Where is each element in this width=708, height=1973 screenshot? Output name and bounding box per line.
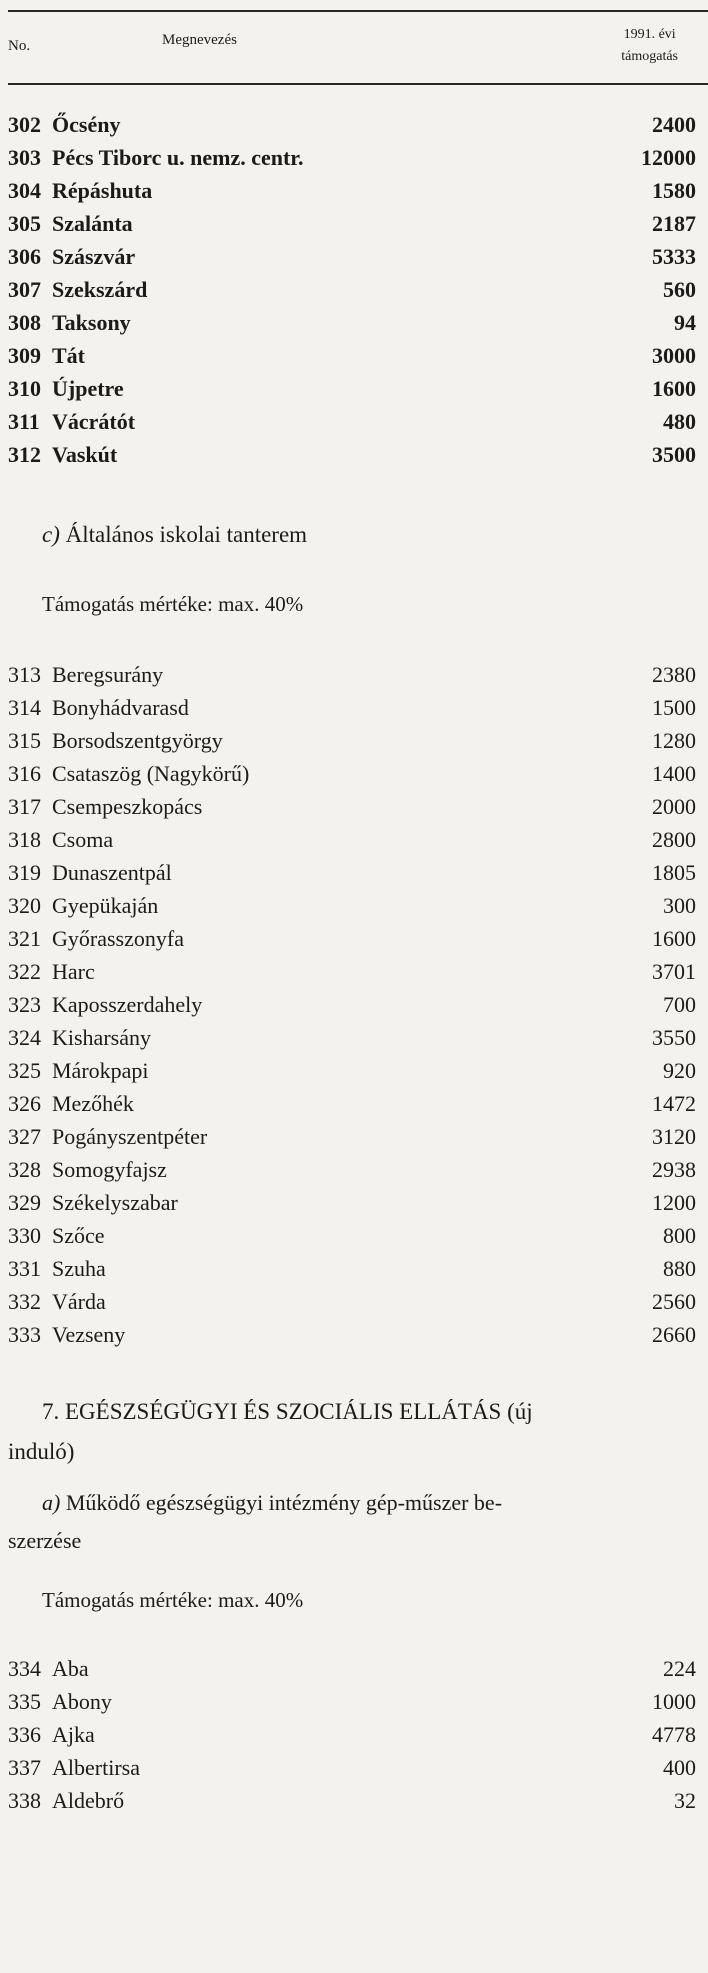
row-number: 337 (8, 1755, 41, 1780)
row-name: Dunaszentpál (52, 860, 172, 885)
row-value: 1805 (652, 860, 696, 885)
row-name: Újpetre (52, 376, 124, 401)
row-number: 313 (8, 662, 41, 687)
row-number: 315 (8, 728, 41, 753)
row-value: 2380 (652, 662, 696, 687)
header-support (621, 24, 678, 68)
row-name: Győrasszonyfa (52, 926, 184, 951)
header-support-line2: támogatás (621, 49, 678, 64)
row-number: 332 (8, 1289, 41, 1314)
row-name: Szekszárd (52, 277, 148, 302)
row-value: 2938 (652, 1157, 696, 1182)
table-row (8, 1285, 696, 1318)
header-rule (8, 83, 708, 85)
row-value: 1200 (652, 1190, 696, 1215)
row-name: Aba (52, 1656, 89, 1681)
table-row (8, 240, 696, 273)
header-support-line1: 1991. évi (623, 27, 676, 42)
table-row (8, 207, 696, 240)
row-name: Beregsurány (52, 662, 164, 687)
table-group-1 (8, 108, 696, 471)
row-number: 306 (8, 244, 41, 269)
table-row (8, 658, 696, 691)
row-number: 302 (8, 112, 41, 137)
table-row (8, 174, 696, 207)
table-row (8, 724, 696, 757)
row-number: 317 (8, 794, 41, 819)
row-name: Székelyszabar (52, 1190, 178, 1215)
row-number: 319 (8, 860, 41, 885)
row-number: 326 (8, 1091, 41, 1116)
row-name: Szuha (52, 1256, 106, 1281)
row-value: 400 (663, 1755, 696, 1780)
row-value: 1000 (652, 1689, 696, 1714)
table-row (8, 1318, 696, 1351)
row-name: Répáshuta (52, 178, 153, 203)
row-value: 2000 (652, 794, 696, 819)
row-number: 335 (8, 1689, 41, 1714)
row-value: 700 (663, 992, 696, 1017)
table-row (8, 889, 696, 922)
table-row (8, 1718, 696, 1751)
row-number: 314 (8, 695, 41, 720)
table-row (8, 691, 696, 724)
row-value: 2560 (652, 1289, 696, 1314)
row-number: 311 (8, 409, 40, 434)
row-number: 308 (8, 310, 41, 335)
row-value: 3120 (652, 1124, 696, 1149)
row-value: 3500 (652, 442, 696, 467)
table-row (8, 757, 696, 790)
row-value: 2400 (652, 112, 696, 137)
support-rate-c: Támogatás mértéke: max. 40% (42, 592, 304, 616)
row-name: Albertirsa (52, 1755, 140, 1780)
row-number: 327 (8, 1124, 41, 1149)
row-value: 12000 (641, 145, 696, 170)
row-value: 3701 (652, 959, 696, 984)
row-name: Pécs Tiborc u. nemz. centr. (52, 145, 304, 170)
table-row (8, 273, 696, 306)
row-value: 1600 (652, 376, 696, 401)
row-number: 334 (8, 1656, 41, 1681)
row-value: 1472 (652, 1091, 696, 1116)
section-c-marker: c) (42, 522, 60, 547)
table-row (8, 438, 696, 471)
row-value: 480 (663, 409, 696, 434)
row-name: Abony (52, 1689, 112, 1714)
row-name: Szőce (52, 1223, 105, 1248)
chapter-7-heading (8, 1392, 696, 1472)
row-value: 2800 (652, 827, 696, 852)
row-value: 3550 (652, 1025, 696, 1050)
row-number: 304 (8, 178, 41, 203)
row-name: Gyepükaján (52, 893, 159, 918)
table-row (8, 1751, 696, 1784)
table-row (8, 306, 696, 339)
table-row (8, 1652, 696, 1685)
table-row (8, 405, 696, 438)
row-number: 323 (8, 992, 41, 1017)
row-number: 325 (8, 1058, 41, 1083)
row-value: 800 (663, 1223, 696, 1248)
row-name: Szalánta (52, 211, 133, 236)
row-number: 320 (8, 893, 41, 918)
row-name: Csataszög (Nagykörű) (52, 761, 250, 786)
row-number: 322 (8, 959, 41, 984)
row-value: 1400 (652, 761, 696, 786)
row-number: 305 (8, 211, 41, 236)
row-value: 3000 (652, 343, 696, 368)
row-value: 94 (674, 310, 696, 335)
table-row (8, 1153, 696, 1186)
table-row (8, 790, 696, 823)
row-name: Kaposszerdahely (52, 992, 203, 1017)
table-row (8, 1784, 696, 1817)
row-name: Tát (52, 343, 85, 368)
section-c-title: Általános iskolai tanterem (65, 522, 308, 547)
table-row (8, 339, 696, 372)
row-number: 307 (8, 277, 41, 302)
row-number: 330 (8, 1223, 41, 1248)
row-value: 32 (674, 1788, 696, 1813)
row-value: 1600 (652, 926, 696, 951)
table-row (8, 372, 696, 405)
row-number: 331 (8, 1256, 41, 1281)
row-name: Harc (52, 959, 95, 984)
table-row (8, 141, 696, 174)
row-value: 1500 (652, 695, 696, 720)
section-a-line2: szerzése (8, 1528, 82, 1553)
table-row (8, 1219, 696, 1252)
table-row (8, 856, 696, 889)
table-row (8, 1021, 696, 1054)
row-number: 310 (8, 376, 41, 401)
table-row (8, 955, 696, 988)
row-value: 2660 (652, 1322, 696, 1347)
table-row (8, 1186, 696, 1219)
row-number: 336 (8, 1722, 41, 1747)
row-name: Szászvár (52, 244, 136, 269)
row-value: 4778 (652, 1722, 696, 1747)
row-name: Csoma (52, 827, 114, 852)
row-name: Csempeszkopács (52, 794, 203, 819)
row-name: Somogyfajsz (52, 1157, 167, 1182)
row-value: 1280 (652, 728, 696, 753)
row-number: 312 (8, 442, 41, 467)
section-a-line1: Működő egészségügyi intézmény gép-műszer be- (65, 1490, 503, 1515)
section-a-heading (8, 1484, 696, 1560)
row-name: Pogányszentpéter (52, 1124, 208, 1149)
row-number: 318 (8, 827, 41, 852)
row-number: 309 (8, 343, 41, 368)
table-row (8, 108, 696, 141)
section-c-heading (42, 522, 307, 548)
chapter-7-line2: induló) (8, 1439, 75, 1464)
support-rate-a: Támogatás mértéke: max. 40% (42, 1588, 304, 1612)
row-number: 328 (8, 1157, 41, 1182)
section-a-marker: a) (42, 1490, 61, 1515)
table-group-2 (8, 658, 696, 1351)
chapter-7-line1: 7. EGÉSZSÉGÜGYI ÉS SZOCIÁLIS ELLÁTÁS (új (42, 1399, 533, 1424)
row-value: 920 (663, 1058, 696, 1083)
table-row (8, 1685, 696, 1718)
top-rule (8, 10, 708, 12)
row-name: Bonyhádvarasd (52, 695, 189, 720)
row-number: 329 (8, 1190, 41, 1215)
row-number: 338 (8, 1788, 41, 1813)
header-no: No. (8, 38, 31, 54)
row-name: Ajka (52, 1722, 95, 1747)
table-row (8, 1252, 696, 1285)
row-value: 224 (663, 1656, 696, 1681)
table-row (8, 988, 696, 1021)
table-row (8, 823, 696, 856)
row-name: Vácrátót (52, 409, 136, 434)
header-name: Megnevezés (162, 32, 237, 48)
table-row (8, 922, 696, 955)
row-name: Aldebrő (52, 1788, 125, 1813)
row-number: 303 (8, 145, 41, 170)
table-row (8, 1087, 696, 1120)
row-name: Vezseny (52, 1322, 126, 1347)
table-group-3 (8, 1652, 696, 1817)
row-value: 560 (663, 277, 696, 302)
row-name: Vaskút (52, 442, 118, 467)
row-value: 5333 (652, 244, 696, 269)
table-row (8, 1120, 696, 1153)
row-number: 321 (8, 926, 41, 951)
row-name: Márokpapi (52, 1058, 149, 1083)
table-row (8, 1054, 696, 1087)
row-name: Borsodszentgyörgy (52, 728, 223, 753)
row-value: 1580 (652, 178, 696, 203)
row-number: 316 (8, 761, 41, 786)
row-number: 324 (8, 1025, 41, 1050)
row-number: 333 (8, 1322, 41, 1347)
row-name: Őcsény (52, 112, 121, 137)
row-value: 300 (663, 893, 696, 918)
row-name: Kisharsány (52, 1025, 151, 1050)
row-value: 2187 (652, 211, 696, 236)
row-value: 880 (663, 1256, 696, 1281)
row-name: Mezőhék (52, 1091, 134, 1116)
row-name: Várda (52, 1289, 106, 1314)
row-name: Taksony (52, 310, 131, 335)
